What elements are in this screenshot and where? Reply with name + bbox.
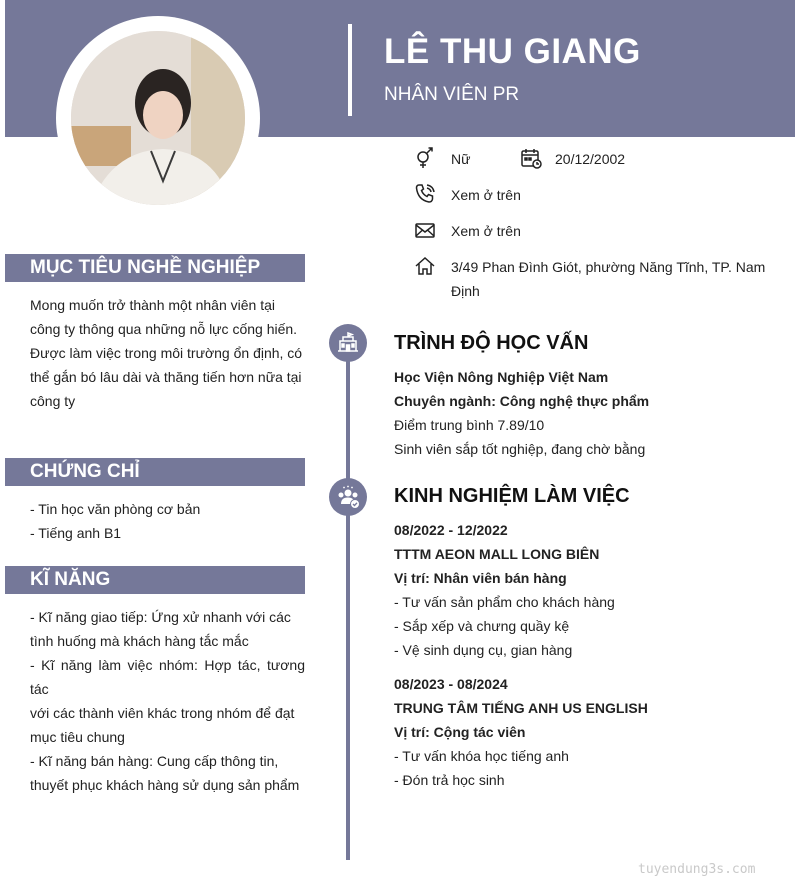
skills-line: - Kĩ năng bán hàng: Cung cấp thông tin, — [30, 753, 279, 769]
skills-line: mục tiêu chung — [30, 729, 125, 745]
list-item: - Tiếng anh B1 — [30, 525, 122, 541]
education-heading: TRÌNH ĐỘ HỌC VẤN — [394, 332, 589, 354]
gender-value: Nữ — [451, 151, 471, 167]
address-line-1: 3/49 Phan Đình Giót, phường Năng Tĩnh, TP. Nam — [451, 259, 766, 275]
skills-line: với các thành viên khác trong nhóm để đạt — [30, 705, 295, 721]
job-company: TRUNG TÂM TIẾNG ANH US ENGLISH — [394, 700, 648, 716]
skills-line: - Kĩ năng làm việc nhóm: Hợp tác, tương tác — [30, 657, 305, 697]
job-company: TTTM AEON MALL LONG BIÊN — [394, 546, 600, 562]
objective-line: Mong muốn trở thành một nhân viên tại — [30, 297, 275, 313]
job-position: Vị trí: Nhân viên bán hàng — [394, 570, 567, 586]
objective-line: công ty thông qua những nỗ lực cống hiến. — [30, 321, 298, 337]
candidate-role: NHÂN VIÊN PR — [384, 84, 520, 105]
certificates-heading: CHỨNG CHỈ — [5, 458, 305, 486]
avatar — [71, 31, 245, 205]
phone-icon — [414, 183, 436, 205]
objective-text — [30, 293, 305, 413]
calendar-icon — [520, 147, 542, 169]
candidate-name: LÊ THU GIANG — [384, 32, 641, 71]
skills-text — [30, 605, 305, 797]
job-task: - Đón trả học sinh — [394, 772, 505, 788]
job-position: Vị trí: Cộng tác viên — [394, 724, 526, 740]
objective-line: công ty — [30, 393, 76, 409]
graduation-status: Sinh viên sắp tốt nghiệp, đang chờ bằng — [394, 441, 646, 457]
experience-heading: KINH NGHIỆM LÀM VIỆC — [394, 485, 630, 507]
job-task: - Tư vấn sản phẩm cho khách hàng — [394, 594, 615, 610]
watermark: tuyendung3s.com — [638, 862, 756, 877]
birthday-value: 20/12/2002 — [555, 151, 626, 167]
objective-heading: MỤC TIÊU NGHỀ NGHIỆP — [5, 254, 305, 282]
mail-icon — [414, 219, 436, 241]
skills-line: tình huống mà khách hàng tắc mắc — [30, 633, 249, 649]
job-period: 08/2023 - 08/2024 — [394, 676, 508, 692]
job-task: - Tư vấn khóa học tiếng anh — [394, 748, 569, 764]
certificates-list — [30, 497, 305, 545]
team-icon — [329, 478, 367, 516]
skills-heading: KĨ NĂNG — [5, 566, 305, 594]
job-period: 08/2022 - 12/2022 — [394, 522, 508, 538]
email-value: Xem ở trên — [451, 223, 521, 239]
job-task: - Vệ sinh dụng cụ, gian hàng — [394, 642, 573, 658]
timeline-line — [346, 338, 350, 860]
phone-value: Xem ở trên — [451, 187, 521, 203]
skills-line: - Kĩ năng giao tiếp: Ứng xử nhanh với các — [30, 609, 291, 625]
gender-icon — [414, 147, 436, 169]
major: Chuyên ngành: Công nghệ thực phẩm — [394, 393, 650, 409]
job-task: - Sắp xếp và chưng quầy kệ — [394, 618, 570, 634]
gpa: Điểm trung bình 7.89/10 — [394, 417, 545, 433]
objective-line: thể gắn bó lâu dài và thăng tiến hơn nữa tại — [30, 369, 302, 385]
address-line-2: Định — [451, 283, 480, 299]
school-icon — [329, 324, 367, 362]
objective-line: Được làm việc trong môi trường ổn định, có — [30, 345, 303, 361]
list-item: - Tin học văn phòng cơ bản — [30, 501, 201, 517]
title-divider — [348, 24, 352, 116]
home-icon — [414, 255, 436, 277]
skills-line: thuyết phục khách hàng sử dụng sản phẩm — [30, 777, 300, 793]
school-name: Học Viện Nông Nghiệp Việt Nam — [394, 369, 609, 385]
